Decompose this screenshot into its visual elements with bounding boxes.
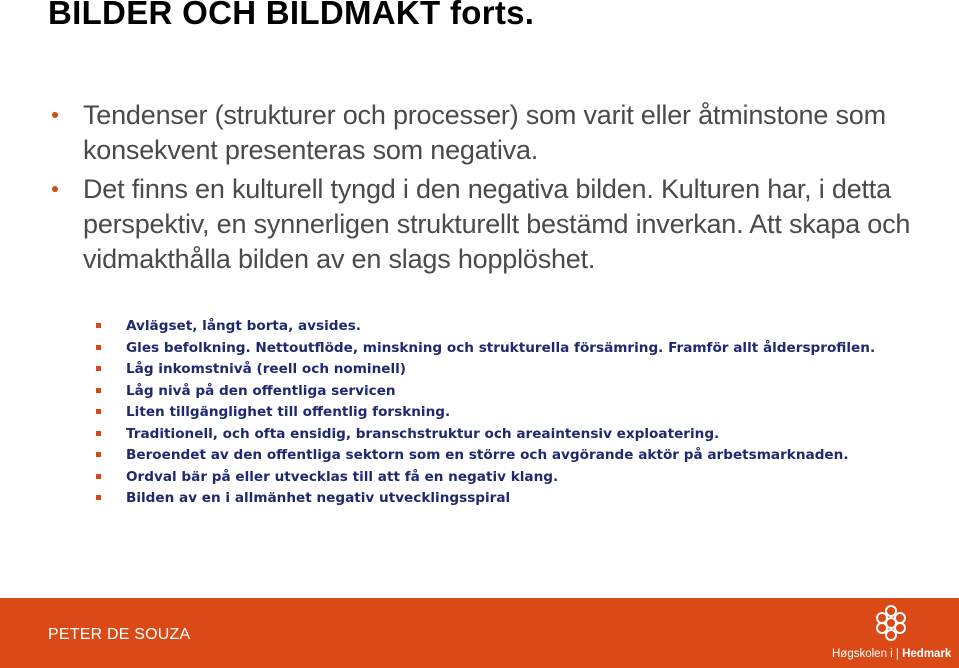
sub-bullet-list	[126, 316, 946, 510]
sub-bullet-item	[126, 445, 946, 467]
sub-bullet-item	[126, 488, 946, 510]
sub-bullet-item	[126, 381, 946, 403]
university-name-bold: Hedmark	[902, 648, 952, 660]
sub-bullet-text: Traditionell, och ofta ensidig, branschstruktur och areaintensiv exploatering.	[126, 425, 720, 442]
square-bullet-icon	[96, 431, 101, 436]
bullet-dot-icon	[52, 112, 58, 118]
sub-bullet-text: Ordval bär på eller utvecklas till att få en negativ klang.	[126, 468, 559, 485]
slide-title: BILDER OCH BILDMAKT forts.	[48, 0, 535, 31]
square-bullet-icon	[96, 409, 101, 414]
square-bullet-icon	[96, 366, 101, 371]
university-name-light: Høgskolen i	[832, 648, 893, 660]
sub-bullet-text: Låg nivå på den offentliga servicen	[126, 382, 396, 399]
university-logo-icon	[872, 604, 910, 642]
footer-bar	[0, 598, 959, 668]
sub-bullet-text: Låg inkomstnivå (reell och nominell)	[126, 361, 406, 377]
sub-bullet-item	[126, 316, 946, 338]
university-logo	[830, 604, 950, 664]
square-bullet-icon	[96, 452, 101, 457]
sub-bullet-text: Liten tillgänglighet till offentlig forskning.	[126, 404, 451, 420]
sub-bullet-item	[126, 338, 946, 360]
sub-bullet-item	[126, 424, 946, 446]
sub-bullet-text: Beroendet av den offentliga sektorn som en större och avgörande aktör på arbetsmarknaden.	[126, 447, 849, 463]
square-bullet-icon	[96, 474, 101, 479]
sub-bullet-text: Avlägset, långt borta, avsides.	[126, 318, 361, 334]
main-bullet-item	[83, 172, 943, 277]
sub-bullet-item	[126, 467, 946, 489]
main-bullet-text: Tendenser (strukturer och processer) som varit eller åtminstone som konsekvent presenteras som negativa.	[83, 100, 886, 165]
bullet-dot-icon	[52, 186, 58, 192]
square-bullet-icon	[96, 495, 101, 500]
square-bullet-icon	[96, 388, 101, 393]
sub-bullet-item	[126, 359, 946, 381]
sub-bullet-text: Bilden av en i allmänhet negativ utvecklingsspiral	[126, 490, 511, 506]
university-name: Høgskolen i | Hedmark	[832, 648, 952, 660]
main-bullet-item	[83, 98, 943, 168]
main-bullet-text: Det finns en kulturell tyngd i den negativa bilden. Kulturen har, i detta perspektiv, en synnerligen strukturellt bestämd inverkan. Att skapa och vidmakthålla bilden av en slags hopplöshet.	[83, 174, 911, 274]
presenter-name: PETER DE SOUZA	[48, 626, 191, 643]
sub-bullet-item	[126, 402, 946, 424]
square-bullet-icon	[96, 323, 101, 328]
square-bullet-icon	[96, 345, 101, 350]
sub-bullet-text: Gles befolkning. Nettoutflöde, minskning och strukturella försämring. Framför allt åldersprofilen.	[126, 339, 876, 356]
main-bullet-list	[83, 98, 943, 279]
